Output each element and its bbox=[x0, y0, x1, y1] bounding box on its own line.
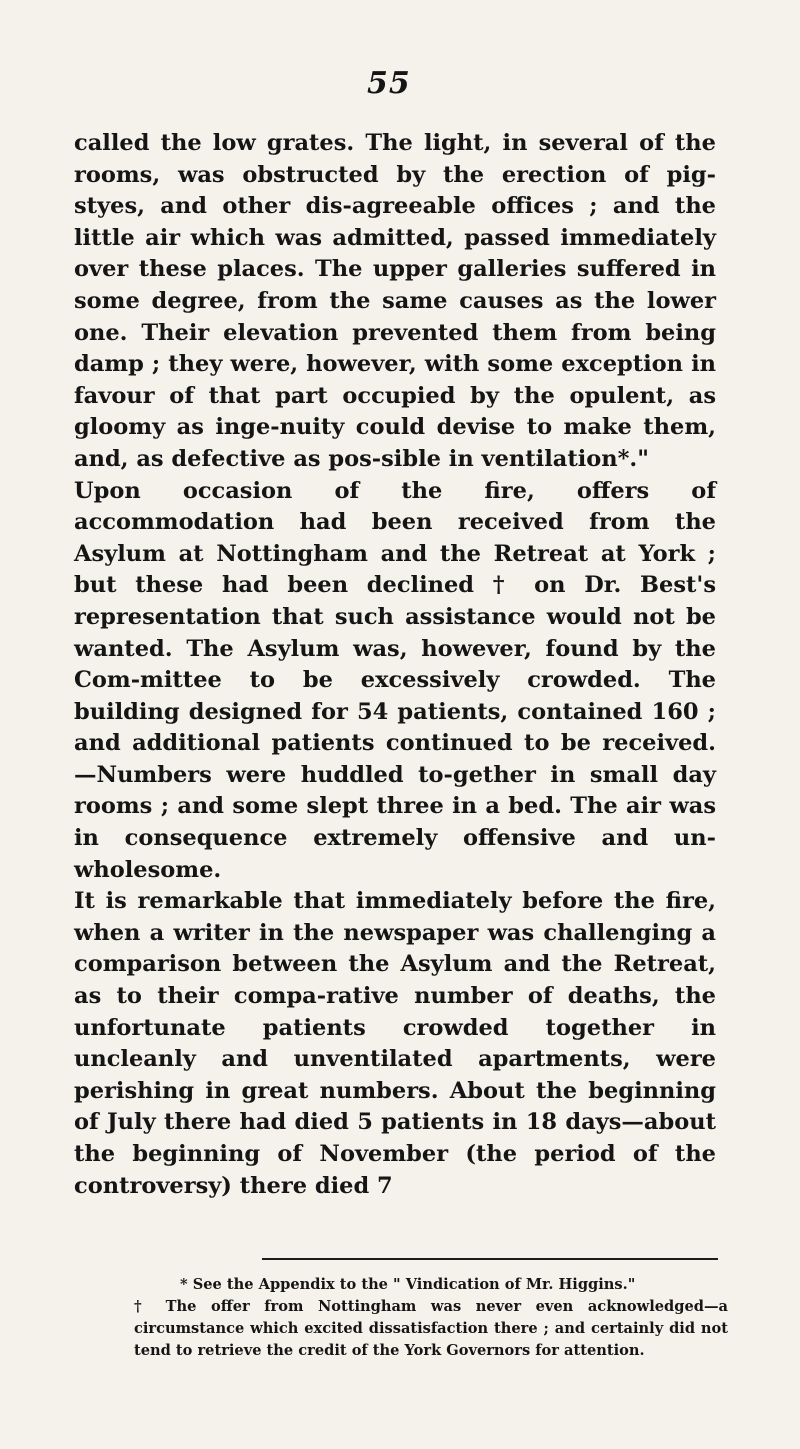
footnotes bbox=[88, 1274, 728, 1362]
paragraph-3: It is remarkable that immediately before the fire, when a writer in the newspaper was challenging a comparison between the Asylum and the Retreat, as to their compa-rative number of deaths, the unfortunate patients crowded together in uncleanly and unventilated apartments, were perishing in great numbers. About the beginning of July there had died 5 patients in 18 days—about the beginning of November (the period of the controversy) there died 7 bbox=[74, 888, 716, 1199]
page-number: 55 bbox=[367, 66, 411, 101]
footnote-1: * See the Appendix to the " Vindication of Mr. Higgins." bbox=[180, 1276, 636, 1293]
body-text bbox=[74, 128, 716, 1202]
footnote-divider bbox=[262, 1258, 718, 1260]
paragraph-1: called the low grates. The light, in several of the rooms, was obstructed by the erection of pig-styes, and other dis-agreeable offices ; and the little air which was admitted, passed immediately over these places. The upper galleries suffered in some degree, from the same causes as the lower one. Their elevation prevented them from being damp ; they were, however, with some exception in favour of that part occupied by the opulent, as gloomy as inge-nuity could devise to make them, and, as defective as pos-sible in ventilation*." bbox=[74, 130, 716, 472]
footnote-2: † The offer from Nottingham was never even acknowledged—a circumstance which excited dissatisfaction there ; and certainly did not tend to retrieve the credit of the York Governors for attention. bbox=[134, 1298, 728, 1359]
paragraph-2: Upon occasion of the fire, offers of accommodation had been received from the Asylum at Nottingham and the Retreat at York ; but these had been declined † on Dr. Best's representation that such assistance would not be wanted. The Asylum was, however, found by the Com-mittee to be excessively crowded. The building designed for 54 patients, contained 160 ; and additional patients continued to be received.—Numbers were huddled to-gether in small day rooms ; and some slept three in a bed. The air was in consequence extremely offensive and un-wholesome. bbox=[74, 477, 716, 883]
